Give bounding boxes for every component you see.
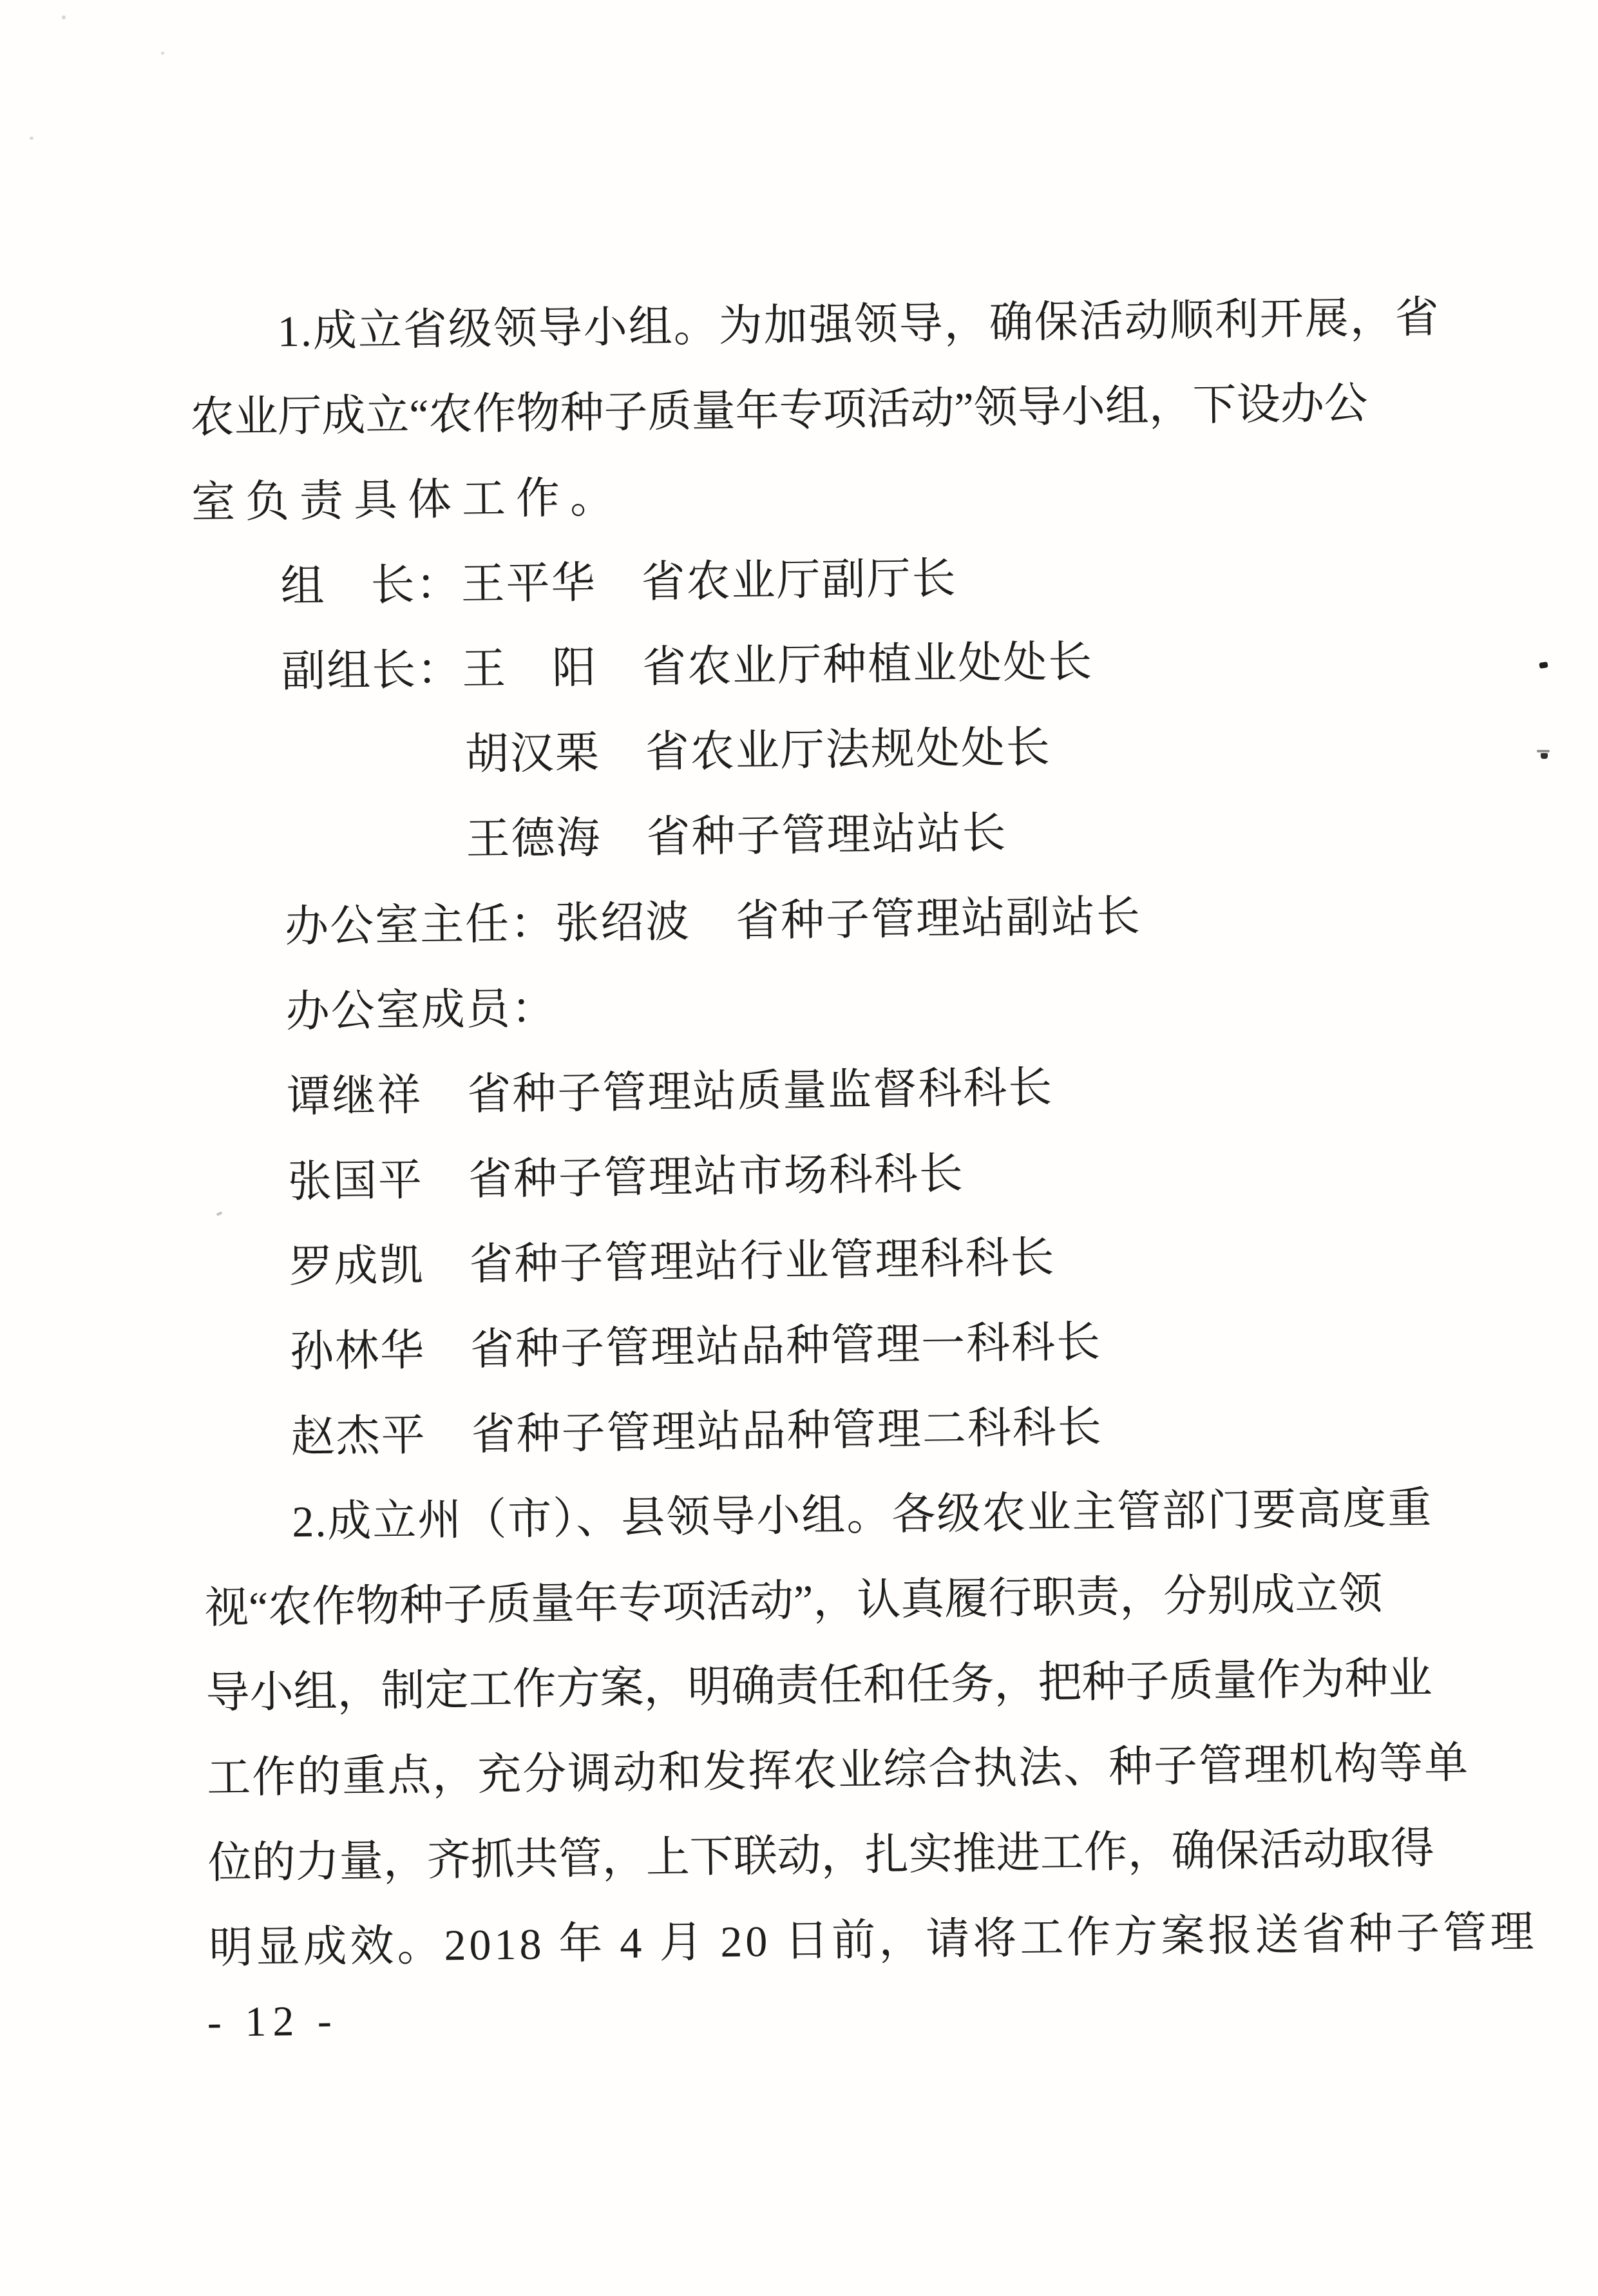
member-title: 省种子管理站品种管理一科科长: [470, 1317, 1102, 1374]
member-row-3: [200, 1210, 1463, 1310]
member-title: 省种子管理站品种管理二科科长: [471, 1402, 1103, 1459]
deputy-title: 省农业厅种植业处处长: [642, 636, 1094, 692]
ink-speck: [1537, 750, 1550, 752]
paragraph2-line-6: 明显成效。2018 年 4 月 20 日前，请将工作方案报送省种子管理: [208, 1907, 1537, 1973]
member-name: 张国平: [287, 1155, 424, 1207]
scan-noise-dot: [161, 52, 164, 55]
scan-noise-dot: [62, 15, 66, 19]
deputy-title: 省农业厅法规处处长: [645, 722, 1052, 777]
office-director-title: 省种子管理站副站长: [735, 892, 1142, 946]
leader-row: [192, 530, 1455, 630]
ink-speck: [1539, 662, 1548, 669]
office-director-name: 张绍波: [555, 897, 691, 948]
member-row-5: [202, 1380, 1465, 1480]
paragraph2-line-3: 导小组，制定工作方案，明确责任和任务，把种子质量作为种业: [205, 1653, 1432, 1717]
paragraph2-line-2: 视“农作物种子质量年专项活动”，认真履行职责，分别成立领: [204, 1569, 1383, 1632]
deputy-name: 胡汉栗: [464, 728, 601, 779]
member-title: 省种子管理站行业管理科科长: [469, 1232, 1056, 1289]
office-members-heading: [197, 955, 1460, 1055]
office-director-row: [196, 870, 1459, 970]
office-members-label: 办公室成员：: [285, 984, 557, 1037]
deputy-row-2: [194, 700, 1457, 800]
member-name: 孙林华: [289, 1325, 426, 1377]
member-title: 省种子管理站市场科科长: [468, 1149, 965, 1204]
office-director-label: 办公室主任：: [284, 899, 556, 952]
paragraph2-line-4: 工作的重点，充分调动和发挥农业综合执法、种子管理机构等单: [206, 1737, 1470, 1803]
deputy-label: 副组长：: [281, 644, 462, 696]
document-body: [189, 274, 1537, 2046]
member-name: 赵杰平: [290, 1410, 427, 1462]
paragraph2-line-1: 2.成立州（市）、县领导小组。各级农业主管部门要高度重: [291, 1483, 1433, 1547]
member-name: 谭继祥: [286, 1070, 423, 1122]
deputy-row-1: [193, 615, 1456, 715]
member-row-4: [201, 1295, 1464, 1395]
ink-speck: [1541, 753, 1548, 759]
page-number: - 12 -: [207, 1997, 339, 2046]
member-name: 罗成凯: [289, 1240, 424, 1292]
leader-title: 省农业厅副厅长: [641, 553, 958, 607]
scan-noise-dot: [30, 137, 33, 140]
deputy-row-3: [195, 785, 1458, 885]
paragraph1-line-2: 农业厅成立“农作物种子质量年专项活动”领导小组，下设办公: [189, 378, 1369, 442]
leader-label: 组 长：: [280, 559, 462, 611]
deputy-title: 省种子管理站站长: [645, 808, 1007, 862]
deputy-name: 王 阳: [461, 643, 598, 694]
member-row-2: [199, 1125, 1462, 1225]
paragraph1-line-3: 室负责具体工作。: [191, 472, 625, 527]
leader-name: 王平华: [461, 558, 597, 609]
deputy-name: 王德海: [465, 813, 602, 864]
paragraph2-line-5: 位的力量，齐抓共管，上下联动，扎实推进工作，确保活动取得: [207, 1823, 1435, 1888]
member-row-1: [198, 1040, 1461, 1140]
member-title: 省种子管理站质量监督科科长: [466, 1062, 1054, 1119]
paragraph1-line-1: 1.成立省级领导小组。为加强领导，确保活动顺利开展，省: [277, 292, 1441, 356]
